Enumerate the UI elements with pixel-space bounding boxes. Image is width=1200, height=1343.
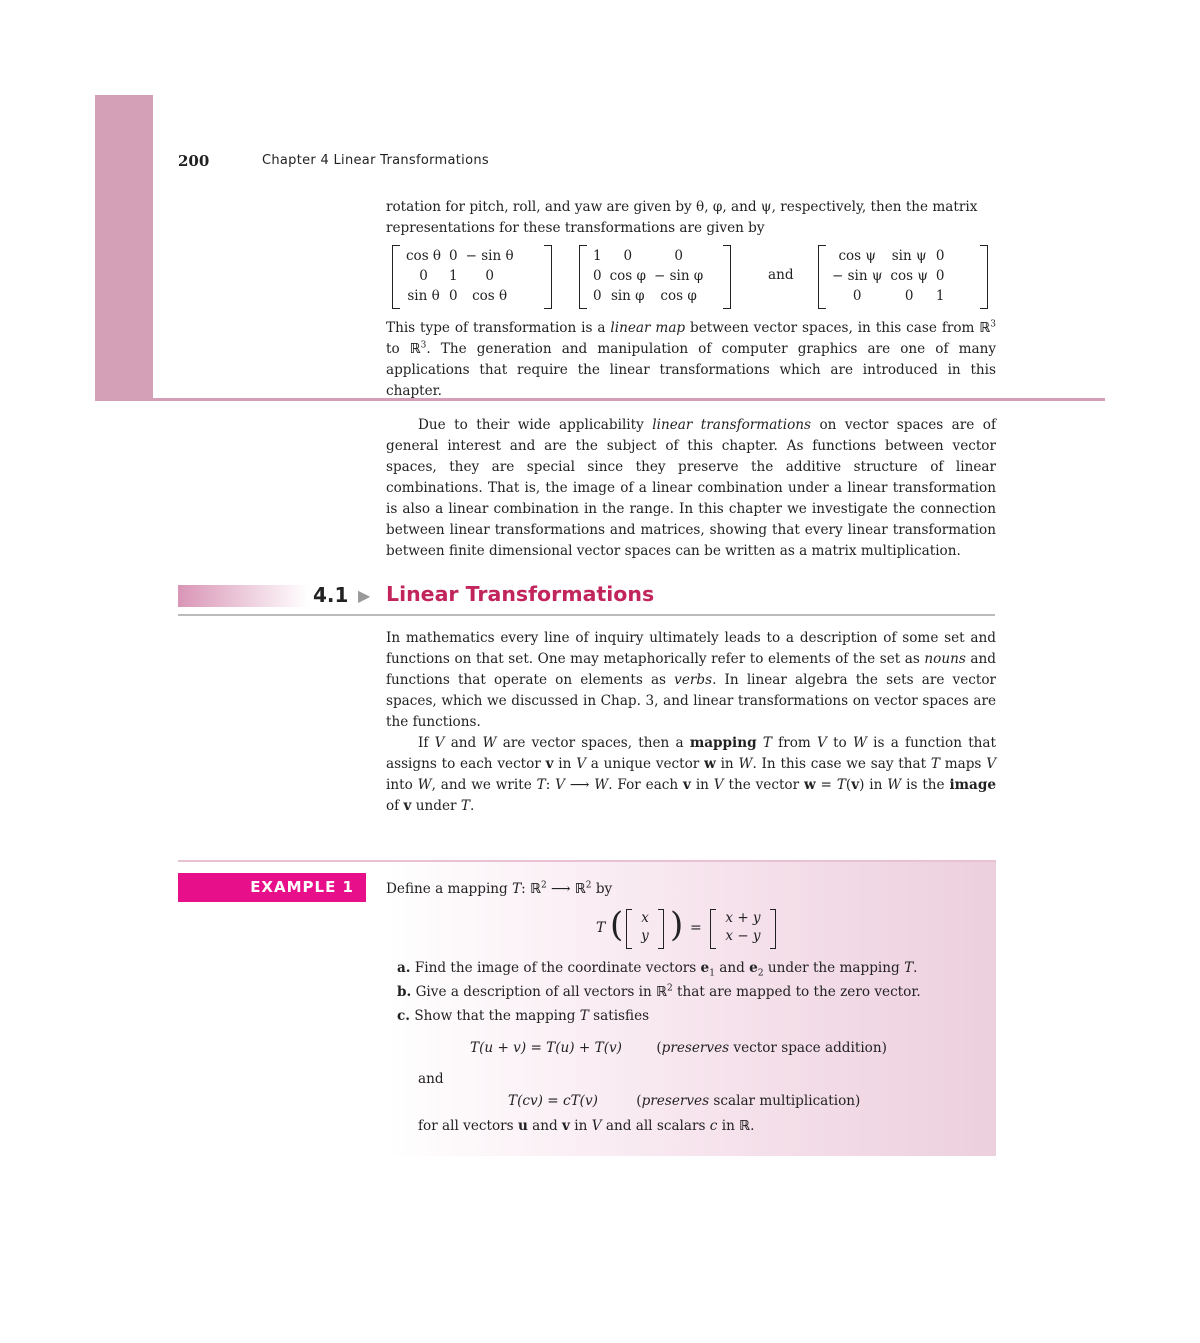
body-paragraph-2: If V and W are vector spaces, then a mapping T from V to W is a function that assigns to each vector v in V a unique vector w in W. In this case we say that T maps V into W, and we write T: V ⟶ W. For each v in V the vector w = T(v) in W is the image of v under T. xyxy=(386,735,997,814)
intro-line-2: representations for these transformations are given by xyxy=(386,220,765,236)
chapter-sidebar-band xyxy=(95,95,153,401)
formula-left-paren: ( xyxy=(610,905,624,945)
matrix-entry: − sin φ xyxy=(653,268,704,284)
chapter-overview-paragraph: Due to their wide applicability linear transformations on vector spaces are of general interest and are the subject of this chapter. As functions between vector spaces, they are special since they preserve the additive structure of linear combinations. That is, the image of a linear combination under a linear transformation is also a linear combination in the range. In this chapter we investigate the connection between linear transformations and matrices, showing that every linear transformation between finite dimensional vector spaces can be written as a matrix multiplication. xyxy=(386,417,996,559)
rotation-matrices xyxy=(386,245,998,311)
matrix-entry: 0 xyxy=(935,268,945,284)
section-number: 4.1 xyxy=(313,583,349,607)
section-body xyxy=(386,628,996,817)
term-linear-map: linear map xyxy=(610,320,686,336)
matrix-row xyxy=(828,246,949,266)
linear-map-paragraph: This type of transformation is a linear map between vector spaces, in this case from ℝ$^3$ to ℝ$^3$. The generation and manipulation of computer graphics are one of many applications that require the linear transformations which are introduced in this chapter. xyxy=(386,319,996,399)
intro-paragraph xyxy=(386,197,996,239)
matrix-entry: sin θ xyxy=(407,288,440,304)
yaw-matrix xyxy=(818,245,988,309)
section-title: Linear Transformations xyxy=(386,582,655,606)
matrix-entry: 0 xyxy=(674,248,683,264)
matrix-entry: sin ψ xyxy=(891,248,927,264)
example-part-a: a. Find the image of the coordinate vectors $e_1$ and $e_2$ under the mapping T. xyxy=(397,960,918,979)
body-paragraph-1: In mathematics every line of inquiry ultimately leads to a description of some set and functions on that set. One may metaphorically refer to elements of the set as nouns and functions that operate on elements as verbs. In linear algebra the sets are vector spaces, which we discussed in Chap. 3, and linear transformations on vector spaces are the functions. xyxy=(386,630,996,730)
matrix-row xyxy=(589,266,707,286)
matrix-entry: cos φ xyxy=(609,268,646,284)
matrix-entry: 0 xyxy=(449,248,458,264)
matrices-and-word: and xyxy=(768,267,794,283)
matrix-entry: 0 xyxy=(935,248,945,264)
section-rule xyxy=(178,614,995,616)
matrix-entry: 1 xyxy=(593,248,602,264)
matrix-row xyxy=(402,286,518,306)
example-part-b: b. Give a description of all vectors in ℝ$^2$ that are mapped to the zero vector. xyxy=(397,983,921,1000)
input-vector: x y xyxy=(626,909,664,949)
formula-right-paren: ) xyxy=(670,905,684,945)
matrix-entry: 0 xyxy=(419,268,428,284)
roll-matrix xyxy=(579,245,731,309)
matrix-entry: − sin θ xyxy=(465,248,514,264)
section-heading-gradient xyxy=(178,585,308,607)
running-head-chapter: Chapter 4 Linear Transformations xyxy=(262,153,489,168)
matrix-entry: cos ψ xyxy=(890,268,928,284)
example-part-c: c. Show that the mapping T satisfies xyxy=(397,1008,650,1024)
matrix-entry: sin φ xyxy=(610,288,645,304)
additivity-equation: T(u + v) = T(u) + T(v) (preserves vector space addition) xyxy=(470,1040,887,1056)
matrix-entry: cos φ xyxy=(660,288,697,304)
matrix-entry: 0 xyxy=(593,288,602,304)
matrix-row xyxy=(402,246,518,266)
matrix-entry: 0 xyxy=(593,268,602,284)
matrix-row xyxy=(828,266,949,286)
homogeneity-equation: T(cv) = cT(v) (preserves scalar multiplication) xyxy=(508,1093,861,1109)
matrix-entry: 1 xyxy=(935,288,945,304)
matrix-row xyxy=(828,286,949,306)
matrix-entry: 0 xyxy=(623,248,633,264)
intro-line-1: rotation for pitch, roll, and yaw are given by θ, φ, and ψ, respectively, then the matrix xyxy=(386,199,978,215)
matrix-row xyxy=(589,286,707,306)
matrix-entry: 0 xyxy=(852,288,862,304)
matrix-entry: cos θ xyxy=(406,248,442,264)
matrix-entry: 0 xyxy=(449,288,458,304)
example-closing-line: for all vectors u and v in V and all scalars c in ℝ. xyxy=(418,1118,755,1134)
pitch-matrix xyxy=(392,245,552,309)
example-top-rule xyxy=(178,860,996,862)
matrix-row xyxy=(589,246,707,266)
matrix-entry: cos ψ xyxy=(838,248,876,264)
example-label: EXAMPLE 1 xyxy=(178,873,366,902)
page-number: 200 xyxy=(178,152,210,170)
output-vector: x + y x − y xyxy=(710,909,776,949)
matrix-entry: 0 xyxy=(485,268,494,284)
matrix-row xyxy=(402,266,518,286)
equations-and-word: and xyxy=(418,1071,444,1087)
matrix-entry: 0 xyxy=(904,288,914,304)
matrix-entry: − sin ψ xyxy=(832,268,883,284)
matrix-entry: 1 xyxy=(449,268,458,284)
term-mapping: mapping xyxy=(689,735,757,751)
example-definition: Define a mapping T: ℝ$^2$ ⟶ ℝ$^2$ by xyxy=(386,880,613,897)
mapping-formula: T ( x y ) = x + y x − y xyxy=(596,909,796,951)
term-linear-transformations: linear transformations xyxy=(652,417,812,433)
term-image: image xyxy=(949,777,996,793)
section-arrow-icon: ▶ xyxy=(358,586,371,605)
matrix-entry: cos θ xyxy=(472,288,508,304)
